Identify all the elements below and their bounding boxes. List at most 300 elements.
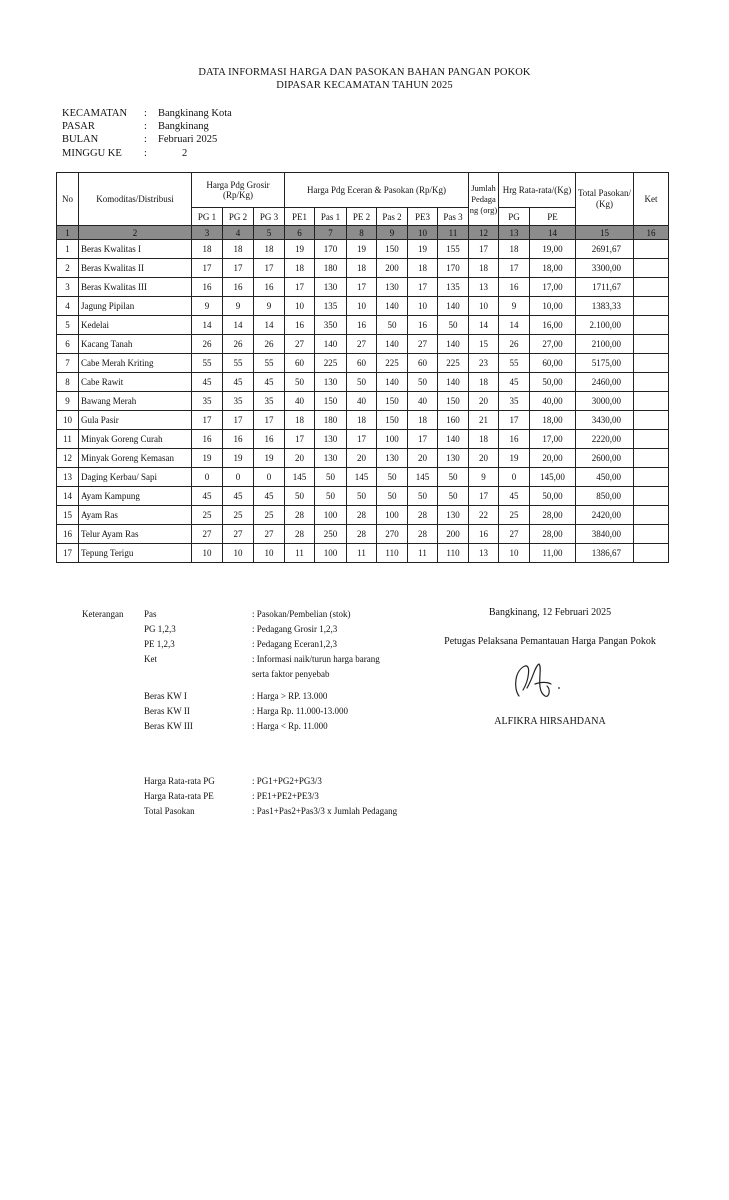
table-row xyxy=(57,449,669,468)
table-cell: 50 xyxy=(408,487,438,506)
table-cell xyxy=(634,240,669,259)
table-row xyxy=(57,525,669,544)
table-cell: 14 xyxy=(254,316,285,335)
table-cell: 130 xyxy=(377,449,408,468)
column-number-cell: 12 xyxy=(469,226,499,240)
table-cell: 25 xyxy=(192,506,223,525)
table-cell: 17 xyxy=(223,411,254,430)
table-cell: 16 xyxy=(469,525,499,544)
table-cell: 16 xyxy=(499,430,530,449)
commodity-name-cell: Beras Kwalitas III xyxy=(79,278,192,297)
table-cell: 10 xyxy=(499,544,530,563)
table-cell: 11 xyxy=(285,544,315,563)
table-cell: 0 xyxy=(192,468,223,487)
table-cell: 16,00 xyxy=(530,316,576,335)
commodity-name-cell: Daging Kerbau/ Sapi xyxy=(79,468,192,487)
header-eceran: Harga Pdg Eceran & Pasokan (Rp/Kg) xyxy=(285,173,469,208)
commodity-name-cell: Minyak Goreng Kemasan xyxy=(79,449,192,468)
table-cell: 17 xyxy=(223,259,254,278)
table-cell: 130 xyxy=(315,449,347,468)
table-cell: 13 xyxy=(57,468,79,487)
column-number-cell: 10 xyxy=(408,226,438,240)
signature-place-date: Bangkinang, 12 Februari 2025 xyxy=(488,607,612,618)
table-cell: 21 xyxy=(469,411,499,430)
column-number-cell: 16 xyxy=(634,226,669,240)
table-cell: 140 xyxy=(438,430,469,449)
table-cell: 2 xyxy=(57,259,79,278)
table-cell: 130 xyxy=(438,449,469,468)
table-cell xyxy=(634,487,669,506)
table-cell: 18 xyxy=(408,259,438,278)
meta-value: Februari 2025 xyxy=(158,134,218,146)
table-cell: 40 xyxy=(347,392,377,411)
note-value: : Harga < Rp. 11.000 xyxy=(252,721,328,731)
table-cell: 60 xyxy=(347,354,377,373)
table-cell: 18 xyxy=(254,240,285,259)
table-cell: 26 xyxy=(192,335,223,354)
table-cell: 55 xyxy=(192,354,223,373)
table-cell: 28 xyxy=(347,525,377,544)
table-cell: 18 xyxy=(347,411,377,430)
column-number-cell: 5 xyxy=(254,226,285,240)
meta-block xyxy=(62,107,232,160)
table-cell: 145 xyxy=(285,468,315,487)
table-cell xyxy=(634,525,669,544)
table-cell: 850,00 xyxy=(576,487,634,506)
signature-role: Petugas Pelaksana Pemantauan Harga Pangan Pokok xyxy=(444,636,656,647)
table-cell: 25 xyxy=(223,506,254,525)
table-cell: 0 xyxy=(223,468,254,487)
note-value: : PE1+PE2+PE3/3 xyxy=(252,791,319,801)
header-jumlah-pedagang: Jumlah Pedaga ng (org) xyxy=(469,173,499,226)
table-cell xyxy=(634,411,669,430)
table-cell: 155 xyxy=(438,240,469,259)
table-cell: 60,00 xyxy=(530,354,576,373)
table-cell: 50 xyxy=(438,487,469,506)
table-row xyxy=(57,259,669,278)
table-cell: 7 xyxy=(57,354,79,373)
table-cell: 50 xyxy=(377,316,408,335)
meta-label: MINGGU KE xyxy=(62,147,122,159)
table-cell: 10 xyxy=(347,297,377,316)
table-cell: 8 xyxy=(57,373,79,392)
table-cell: 100 xyxy=(315,544,347,563)
commodity-name-cell: Tepung Terigu xyxy=(79,544,192,563)
subheader-pg1: PG 1 xyxy=(192,208,223,226)
column-number-cell: 6 xyxy=(285,226,315,240)
subheader-pas1: Pas 1 xyxy=(315,208,347,226)
table-cell: 130 xyxy=(438,506,469,525)
table-cell: 16 xyxy=(499,278,530,297)
table-cell: 50 xyxy=(315,487,347,506)
table-cell: 27 xyxy=(254,525,285,544)
table-cell: 11 xyxy=(57,430,79,449)
table-cell: 35 xyxy=(254,392,285,411)
header-rata-rata: Hrg Rata-rata/(Kg) xyxy=(499,173,576,208)
table-cell: 10 xyxy=(469,297,499,316)
table-cell: 16 xyxy=(192,430,223,449)
table-cell: 130 xyxy=(315,373,347,392)
table-cell xyxy=(634,354,669,373)
note-value: : Pasokan/Pembelian (stok) xyxy=(252,609,351,619)
table-row xyxy=(57,430,669,449)
table-cell: 14 xyxy=(223,316,254,335)
table-cell: 45 xyxy=(192,373,223,392)
table-cell: 180 xyxy=(315,259,347,278)
table-cell: 17 xyxy=(192,411,223,430)
table-cell: 10,00 xyxy=(530,297,576,316)
table-cell: 27 xyxy=(192,525,223,544)
table-cell: 5 xyxy=(57,316,79,335)
table-cell: 180 xyxy=(315,411,347,430)
table-cell: 140 xyxy=(438,297,469,316)
table-cell: 0 xyxy=(254,468,285,487)
table-row xyxy=(57,411,669,430)
table-cell: 17 xyxy=(285,430,315,449)
subheader-pe2: PE 2 xyxy=(347,208,377,226)
table-cell: 10 xyxy=(285,297,315,316)
subheader-pe1: PE1 xyxy=(285,208,315,226)
column-number-cell: 11 xyxy=(438,226,469,240)
table-cell: 18 xyxy=(469,430,499,449)
note-label: Ket xyxy=(144,654,157,664)
table-cell: 3300,00 xyxy=(576,259,634,278)
table-cell: 12 xyxy=(57,449,79,468)
table-cell: 10 xyxy=(408,297,438,316)
table-cell: 50 xyxy=(438,468,469,487)
table-cell: 450,00 xyxy=(576,468,634,487)
table-cell: 135 xyxy=(315,297,347,316)
table-cell: 130 xyxy=(315,430,347,449)
note-label: PE 1,2,3 xyxy=(144,639,175,649)
subheader-pe: PE xyxy=(530,208,576,226)
table-cell: 50 xyxy=(347,487,377,506)
column-number-cell: 15 xyxy=(576,226,634,240)
table-cell: 100 xyxy=(377,506,408,525)
table-cell: 15 xyxy=(57,506,79,525)
meta-label: PASAR xyxy=(62,121,95,133)
meta-value: Bangkinang xyxy=(158,121,209,133)
document-title-line2: DIPASAR KECAMATAN TAHUN 2025 xyxy=(276,80,453,91)
table-row xyxy=(57,316,669,335)
table-cell: 11,00 xyxy=(530,544,576,563)
table-cell: 150 xyxy=(377,411,408,430)
table-cell: 10 xyxy=(254,544,285,563)
table-cell: 135 xyxy=(438,278,469,297)
table-cell: 14 xyxy=(499,316,530,335)
table-cell: 17 xyxy=(469,240,499,259)
meta-value: Bangkinang Kota xyxy=(158,108,232,119)
table-cell: 17 xyxy=(499,411,530,430)
table-cell xyxy=(634,335,669,354)
table-cell: 27 xyxy=(408,335,438,354)
table-row xyxy=(57,468,669,487)
table-cell: 50 xyxy=(377,487,408,506)
table-cell xyxy=(634,506,669,525)
table-cell: 3 xyxy=(57,278,79,297)
note-value: serta faktor penyebab xyxy=(252,669,330,679)
table-cell: 16 xyxy=(347,316,377,335)
note-label: Beras KW I xyxy=(144,691,187,701)
commodity-name-cell: Beras Kwalitas II xyxy=(79,259,192,278)
header-ket: Ket xyxy=(634,173,669,226)
column-number-cell: 4 xyxy=(223,226,254,240)
table-cell: 9 xyxy=(469,468,499,487)
table-cell: 45 xyxy=(254,487,285,506)
table-cell: 2600,00 xyxy=(576,449,634,468)
table-cell: 350 xyxy=(315,316,347,335)
table-cell: 35 xyxy=(192,392,223,411)
subheader-pg3: PG 3 xyxy=(254,208,285,226)
commodity-name-cell: Minyak Goreng Curah xyxy=(79,430,192,449)
table-cell: 40 xyxy=(285,392,315,411)
table-cell: 20 xyxy=(408,449,438,468)
table-cell: 18 xyxy=(285,259,315,278)
table-row xyxy=(57,240,669,259)
table-cell: 14 xyxy=(57,487,79,506)
table-cell: 110 xyxy=(377,544,408,563)
table-cell: 35 xyxy=(223,392,254,411)
commodity-name-cell: Cabe Rawit xyxy=(79,373,192,392)
table-cell: 27 xyxy=(285,335,315,354)
table-cell: 13 xyxy=(469,278,499,297)
table-cell xyxy=(634,297,669,316)
column-number-cell: 2 xyxy=(79,226,192,240)
column-number-cell: 8 xyxy=(347,226,377,240)
table-cell: 50 xyxy=(347,373,377,392)
column-number-cell: 7 xyxy=(315,226,347,240)
table-cell: 25 xyxy=(499,506,530,525)
header-total-pasokan: Total Pasokan/ (Kg) xyxy=(576,173,634,226)
table-cell: 140 xyxy=(315,335,347,354)
table-cell: 20 xyxy=(469,392,499,411)
column-number-cell: 1 xyxy=(57,226,79,240)
table-cell: 28 xyxy=(347,506,377,525)
table-cell: 26 xyxy=(499,335,530,354)
table-cell: 1386,67 xyxy=(576,544,634,563)
table-cell: 20,00 xyxy=(530,449,576,468)
note-value: : Pedagang Eceran1,2,3 xyxy=(252,639,337,649)
table-row xyxy=(57,297,669,316)
table-cell: 50,00 xyxy=(530,373,576,392)
table-cell: 16 xyxy=(57,525,79,544)
table-cell: 50 xyxy=(285,487,315,506)
table-cell: 2460,00 xyxy=(576,373,634,392)
table-cell: 145,00 xyxy=(530,468,576,487)
subheader-pg: PG xyxy=(499,208,530,226)
table-cell: 14 xyxy=(469,316,499,335)
table-cell: 130 xyxy=(377,278,408,297)
table-cell: 16 xyxy=(254,430,285,449)
table-cell: 2420,00 xyxy=(576,506,634,525)
table-cell: 16 xyxy=(408,316,438,335)
table-cell: 18 xyxy=(347,259,377,278)
table-cell: 17 xyxy=(499,259,530,278)
table-cell: 2691,67 xyxy=(576,240,634,259)
table-cell: 60 xyxy=(285,354,315,373)
table-cell: 3000,00 xyxy=(576,392,634,411)
table-cell: 140 xyxy=(377,297,408,316)
meta-row-pasar xyxy=(62,120,232,133)
note-label: Total Pasokan xyxy=(144,806,195,816)
table-cell: 45 xyxy=(223,487,254,506)
table-cell xyxy=(634,449,669,468)
note-value: : Pas1+Pas2+Pas3/3 x Jumlah Pedagang xyxy=(252,806,398,816)
table-cell: 145 xyxy=(408,468,438,487)
note-value: : PG1+PG2+PG3/3 xyxy=(252,776,322,786)
note-label: PG 1,2,3 xyxy=(144,624,176,634)
table-row xyxy=(57,354,669,373)
table-row xyxy=(57,487,669,506)
document-title-line1: DATA INFORMASI HARGA DAN PASOKAN BAHAN PANGAN POKOK xyxy=(198,67,531,78)
table-cell: 27 xyxy=(223,525,254,544)
note-label: Beras KW II xyxy=(144,706,190,716)
table-cell: 130 xyxy=(315,278,347,297)
commodity-name-cell: Bawang Merah xyxy=(79,392,192,411)
table-cell: 2.100,00 xyxy=(576,316,634,335)
table-cell: 17 xyxy=(254,259,285,278)
table-row xyxy=(57,373,669,392)
meta-colon: : xyxy=(144,147,147,159)
table-cell: 17 xyxy=(192,259,223,278)
table-cell xyxy=(634,373,669,392)
table-cell: 45 xyxy=(499,373,530,392)
table-cell: 18 xyxy=(192,240,223,259)
table-cell: 1383,33 xyxy=(576,297,634,316)
table-cell: 27 xyxy=(347,335,377,354)
table-cell: 19 xyxy=(285,240,315,259)
table-cell: 19 xyxy=(254,449,285,468)
column-number-cell: 3 xyxy=(192,226,223,240)
note-label: Pas xyxy=(144,609,157,619)
table-cell: 28 xyxy=(408,506,438,525)
table-cell: 200 xyxy=(438,525,469,544)
table-cell: 18 xyxy=(499,240,530,259)
table-cell: 9 xyxy=(254,297,285,316)
table-cell: 19 xyxy=(192,449,223,468)
table-cell: 9 xyxy=(192,297,223,316)
table-cell: 140 xyxy=(438,373,469,392)
table-cell: 19 xyxy=(347,240,377,259)
table-cell: 45 xyxy=(192,487,223,506)
table-cell: 50,00 xyxy=(530,487,576,506)
table-cell: 13 xyxy=(469,544,499,563)
commodity-name-cell: Jagung Pipilan xyxy=(79,297,192,316)
table-cell: 27 xyxy=(499,525,530,544)
table-cell: 9 xyxy=(499,297,530,316)
table-cell: 100 xyxy=(377,430,408,449)
table-cell: 11 xyxy=(347,544,377,563)
table-cell: 140 xyxy=(438,335,469,354)
table-cell: 250 xyxy=(315,525,347,544)
table-body xyxy=(57,240,669,563)
table-cell: 3840,00 xyxy=(576,525,634,544)
table-cell: 9 xyxy=(223,297,254,316)
table-cell: 170 xyxy=(315,240,347,259)
table-cell: 28,00 xyxy=(530,506,576,525)
table-cell: 110 xyxy=(438,544,469,563)
table-cell xyxy=(634,392,669,411)
table-cell: 50 xyxy=(315,468,347,487)
table-cell: 19,00 xyxy=(530,240,576,259)
table-cell: 140 xyxy=(377,335,408,354)
table-cell: 5175,00 xyxy=(576,354,634,373)
table-cell: 10 xyxy=(192,544,223,563)
table-cell: 145 xyxy=(347,468,377,487)
table-cell: 6 xyxy=(57,335,79,354)
table-cell: 10 xyxy=(223,544,254,563)
commodity-name-cell: Beras Kwalitas I xyxy=(79,240,192,259)
table-row xyxy=(57,544,669,563)
commodity-name-cell: Cabe Merah Kriting xyxy=(79,354,192,373)
table-cell: 55 xyxy=(499,354,530,373)
table-cell: 2100,00 xyxy=(576,335,634,354)
table-cell: 17 xyxy=(347,278,377,297)
table-cell: 17 xyxy=(57,544,79,563)
table-cell: 17 xyxy=(469,487,499,506)
table-cell: 4 xyxy=(57,297,79,316)
table-cell: 17 xyxy=(254,411,285,430)
note-value: : Informasi naik/turun harga barang xyxy=(252,654,380,664)
table-cell: 18 xyxy=(223,240,254,259)
table-cell: 16 xyxy=(223,430,254,449)
note-value: : Harga > RP. 13.000 xyxy=(252,691,328,701)
table-cell: 35 xyxy=(499,392,530,411)
commodity-name-cell: Kedelai xyxy=(79,316,192,335)
table-cell: 3430,00 xyxy=(576,411,634,430)
table-cell: 225 xyxy=(377,354,408,373)
table-cell: 19 xyxy=(499,449,530,468)
meta-value: 2 xyxy=(182,147,188,159)
column-number-row xyxy=(57,226,669,240)
table-cell: 40 xyxy=(408,392,438,411)
table-cell xyxy=(634,259,669,278)
table-cell: 17,00 xyxy=(530,430,576,449)
table-row xyxy=(57,392,669,411)
table-cell: 22 xyxy=(469,506,499,525)
table-cell: 50 xyxy=(377,468,408,487)
table-cell: 150 xyxy=(377,392,408,411)
table-cell: 26 xyxy=(254,335,285,354)
table-cell: 17 xyxy=(347,430,377,449)
table-cell: 18 xyxy=(408,411,438,430)
table-cell: 18,00 xyxy=(530,259,576,278)
table-cell: 18 xyxy=(285,411,315,430)
table-cell xyxy=(634,278,669,297)
table-cell: 19 xyxy=(223,449,254,468)
table-cell: 0 xyxy=(499,468,530,487)
table-cell: 45 xyxy=(223,373,254,392)
table-cell: 2220,00 xyxy=(576,430,634,449)
column-number-cell: 14 xyxy=(530,226,576,240)
table-cell: 160 xyxy=(438,411,469,430)
meta-colon: : xyxy=(144,121,147,133)
table-cell xyxy=(634,316,669,335)
table-cell: 25 xyxy=(254,506,285,525)
price-supply-table xyxy=(56,172,669,563)
note-label: Beras KW III xyxy=(144,721,193,731)
signature-scribble xyxy=(505,660,565,702)
table-cell: 225 xyxy=(438,354,469,373)
commodity-name-cell: Ayam Ras xyxy=(79,506,192,525)
table-cell: 18,00 xyxy=(530,411,576,430)
table-cell: 10 xyxy=(57,411,79,430)
subheader-pas2: Pas 2 xyxy=(377,208,408,226)
subheader-pas3: Pas 3 xyxy=(438,208,469,226)
column-number-cell: 9 xyxy=(377,226,408,240)
note-label: Harga Rata-rata PG xyxy=(144,776,215,786)
table-cell xyxy=(634,544,669,563)
